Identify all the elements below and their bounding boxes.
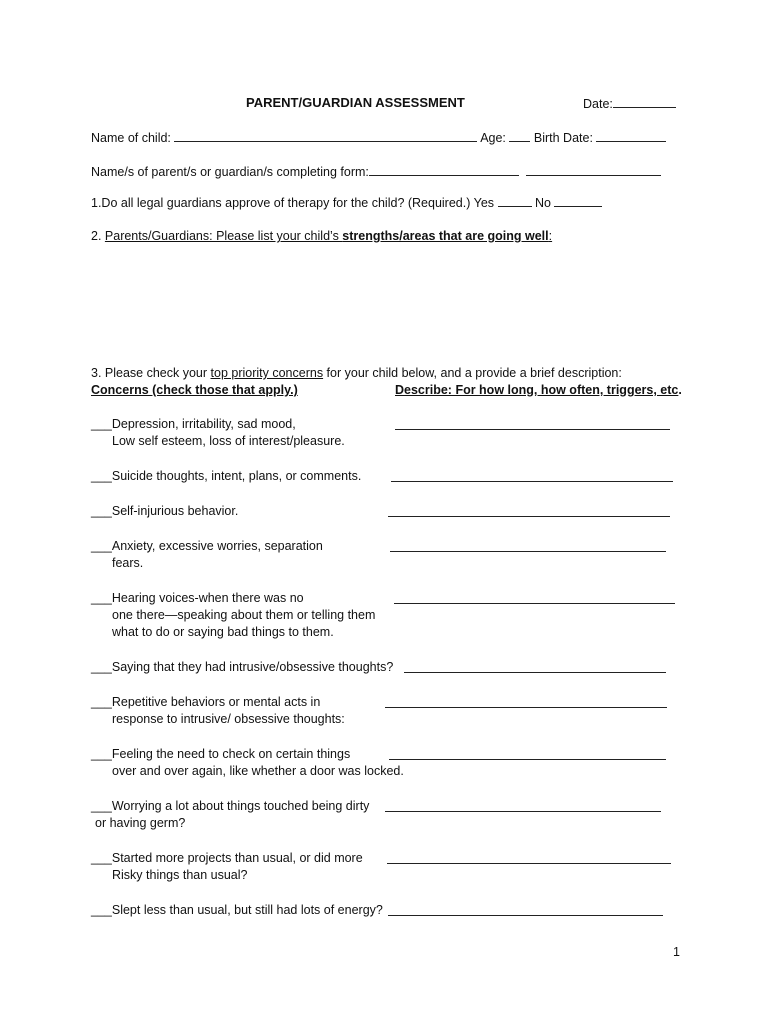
concern-label: ___Feeling the need to check on certain things — [91, 747, 351, 761]
concern-item[interactable] — [91, 503, 238, 520]
concern-label: ___Suicide thoughts, intent, plans, or comments. — [91, 469, 362, 483]
concern-item[interactable] — [91, 902, 383, 919]
describe-column-header — [395, 382, 682, 399]
page-number: 1 — [673, 945, 680, 959]
concern-item[interactable] — [91, 416, 345, 450]
question-1-text: 1.Do all legal guardians approve of therapy for the child? (Required.) — [91, 196, 471, 210]
concern-item[interactable] — [91, 468, 361, 485]
form-title: PARENT/GUARDIAN ASSESSMENT — [246, 95, 465, 110]
describe-blank[interactable] — [404, 672, 666, 673]
describe-blank[interactable] — [385, 707, 667, 708]
age-label: Age: — [480, 131, 506, 145]
concern-label: ___Started more projects than usual, or did more — [91, 851, 363, 865]
concern-label: ___Hearing voices-when there was no — [91, 591, 304, 605]
concern-label: ___Anxiety, excessive worries, separation — [91, 539, 323, 553]
question-3-suffix: for your child below, and a provide a brief description: — [323, 366, 622, 380]
no-blank[interactable] — [554, 194, 602, 207]
concern-item[interactable] — [91, 694, 345, 728]
date-blank[interactable] — [613, 95, 676, 108]
concern-label-continued: or having germ? — [95, 816, 186, 830]
question-2-prefix: 2. — [91, 229, 105, 243]
birth-date-blank[interactable] — [596, 129, 666, 142]
describe-header-period: . — [678, 383, 682, 397]
describe-blank[interactable] — [389, 759, 666, 760]
child-name-label: Name of child: — [91, 131, 171, 145]
concern-item[interactable] — [91, 798, 369, 832]
question-3 — [91, 365, 622, 382]
yes-label: Yes — [473, 196, 495, 210]
concern-label-continued: fears. — [112, 556, 144, 570]
concern-label-continued: one there—speaking about them or telling them — [112, 608, 376, 622]
parent-name-blank-2[interactable] — [526, 163, 661, 176]
parents-row — [91, 163, 661, 181]
concern-label: ___Worrying a lot about things touched being dirty — [91, 799, 370, 813]
parents-label: Name/s of parent/s or guardian/s completing form: — [91, 165, 369, 179]
question-2 — [91, 228, 552, 245]
strengths-answer-area[interactable] — [91, 250, 676, 350]
concern-item[interactable] — [91, 538, 323, 572]
question-2-colon: : — [548, 229, 553, 243]
parent-name-blank-1[interactable] — [369, 163, 519, 176]
describe-blank[interactable] — [391, 481, 673, 482]
describe-blank[interactable] — [390, 551, 666, 552]
concern-label: ___Repetitive behaviors or mental acts in — [91, 695, 321, 709]
question-3-prefix: 3. Please check your — [91, 366, 211, 380]
concern-label-continued: Low self esteem, loss of interest/pleasure. — [112, 434, 345, 448]
concern-label: ___Slept less than usual, but still had lots of energy? — [91, 903, 383, 917]
concern-label-continued: over and over again, like whether a door was locked. — [112, 764, 404, 778]
concern-label-continued: what to do or saying bad things to them. — [112, 625, 334, 639]
birth-date-label: Birth Date: — [533, 131, 593, 145]
concern-label: ___Depression, irritability, sad mood, — [91, 417, 296, 431]
question-2-strengths: strengths/areas that are going well — [342, 229, 549, 243]
describe-blank[interactable] — [387, 863, 671, 864]
describe-header-text: Describe: For how long, how often, triggers, etc — [395, 383, 679, 397]
child-row — [91, 129, 666, 147]
concerns-column-header: Concerns (check those that apply.) — [91, 383, 298, 397]
date-label: Date: — [583, 97, 613, 111]
concern-label: ___Self-injurious behavior. — [91, 504, 239, 518]
concern-item[interactable] — [91, 659, 393, 676]
describe-blank[interactable] — [394, 603, 675, 604]
age-blank[interactable] — [509, 129, 530, 142]
date-field[interactable] — [583, 95, 676, 113]
concern-item[interactable] — [91, 746, 404, 780]
concern-item[interactable] — [91, 590, 375, 641]
concern-label: ___Saying that they had intrusive/obsessive thoughts? — [91, 660, 394, 674]
yes-blank[interactable] — [498, 194, 532, 207]
concern-label-continued: Risky things than usual? — [112, 868, 248, 882]
question-2-text: Parents/Guardians: Please list your child’s — [104, 229, 343, 243]
describe-blank[interactable] — [385, 811, 661, 812]
child-name-blank[interactable] — [174, 129, 477, 142]
concern-label-continued: response to intrusive/ obsessive thoughts: — [112, 712, 345, 726]
no-label: No — [535, 196, 551, 210]
question-1 — [91, 194, 602, 212]
concern-item[interactable] — [91, 850, 363, 884]
describe-blank[interactable] — [395, 429, 670, 430]
question-3-highlight: top priority concerns — [210, 366, 324, 380]
describe-blank[interactable] — [388, 516, 670, 517]
describe-blank[interactable] — [388, 915, 663, 916]
